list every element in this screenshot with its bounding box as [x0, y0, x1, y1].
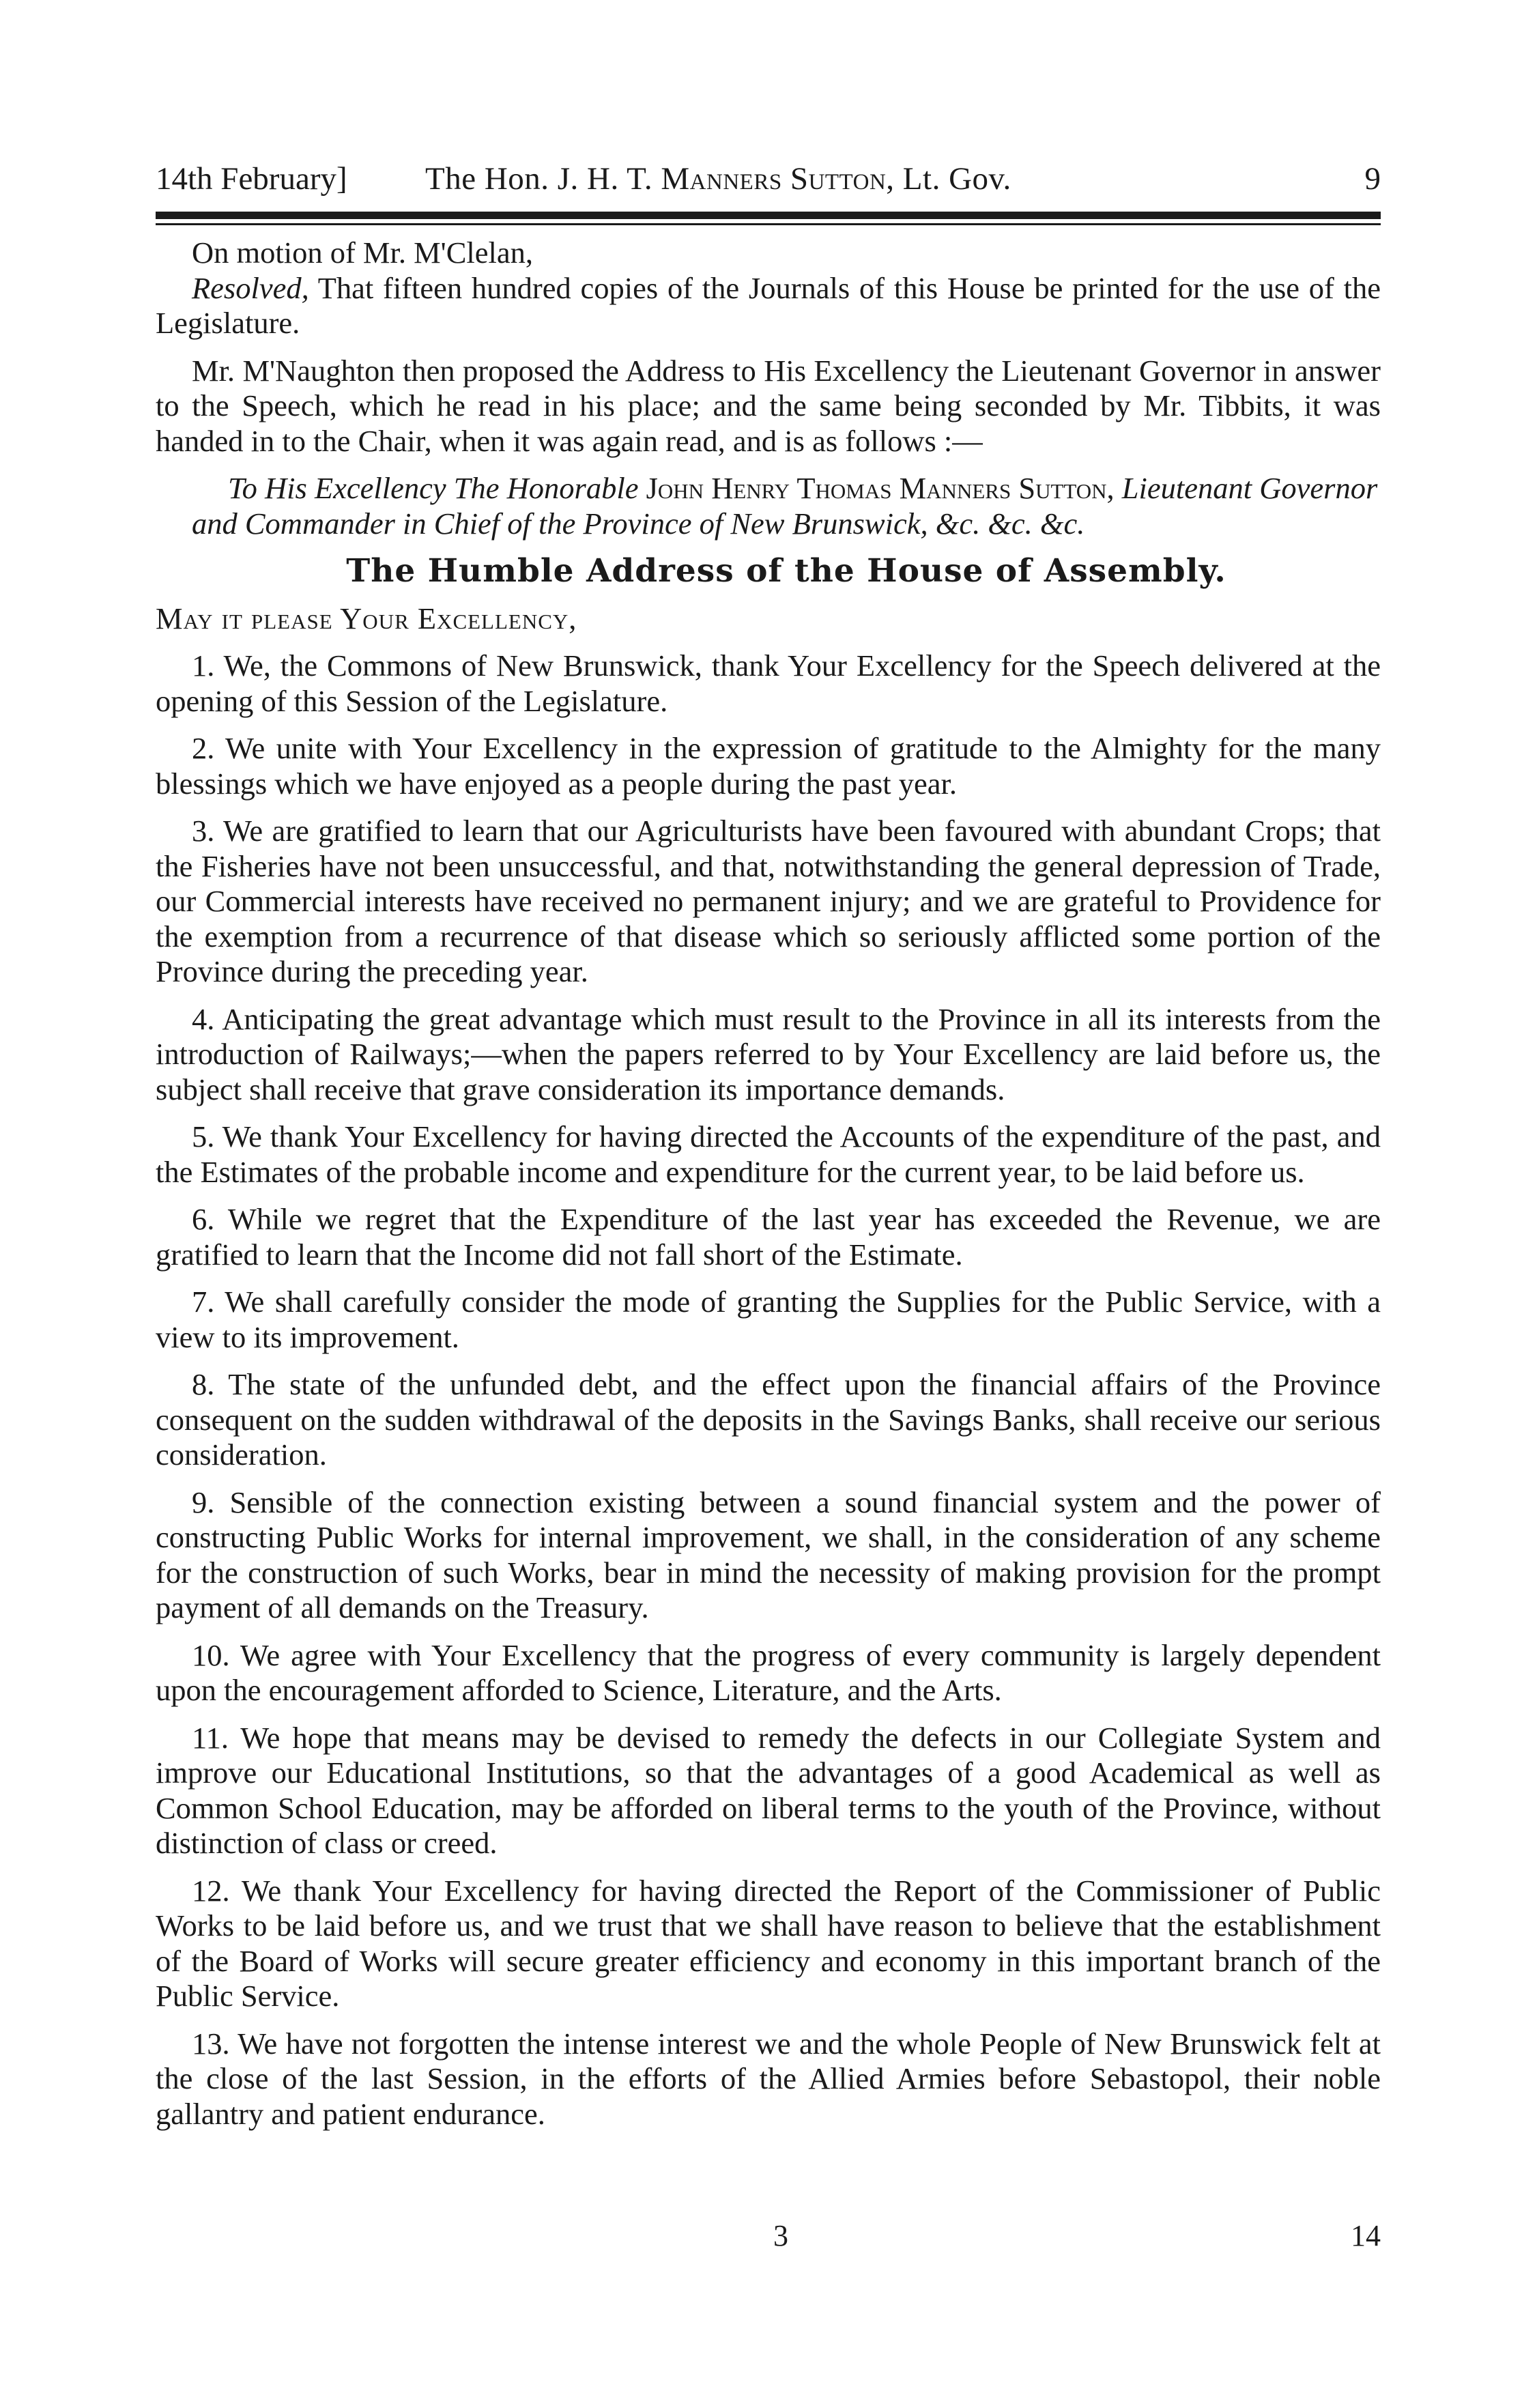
paragraph-10: 10. We agree with Your Excellency that the progress of every community is largely dependent upon the encouragement afforded to Science, Literature, and the Arts. — [156, 1637, 1381, 1707]
address-to-name: John Henry Thomas Manners Sutton, — [646, 471, 1115, 505]
header-rule-thick — [156, 212, 1381, 219]
page-body — [156, 235, 1381, 2144]
paragraph-3: 3. We are gratified to learn that our Agriculturists have been favoured with abundant Crops; that the Fisheries have not been unsuccessful, and that, notwithstanding the general depression of Trade, our Commercial interests have received no permanent injury; and we are grateful to Providence for the exemption from a recurrence of that disease which so seriously afflicted some portion of the Province during the preceding year. — [156, 814, 1381, 988]
paragraph-12: 12. We thank Your Excellency for having directed the Report of the Commissioner of Public Works to be laid before us, and we trust that we shall have reason to believe that the establishment of the Board of Works will secure greater efficiency and economy in this important branch of the Public Service. — [156, 1873, 1381, 2013]
resolved-label: Resolved, — [192, 270, 309, 305]
header-rule-thin — [156, 223, 1381, 225]
address-heading: The Humble Address of the House of Assembly. — [346, 552, 1226, 590]
resolution — [156, 271, 1381, 341]
header-title — [425, 158, 1011, 199]
paragraph-5: 5. We thank Your Excellency for having directed the Accounts of the expenditure of the past, and the Estimates of the probable income and expenditure for the current year, to be laid before us. — [156, 1119, 1381, 1189]
running-header — [156, 158, 1381, 199]
header-title-name: Manners Sutton, — [661, 161, 895, 197]
header-date: 14th February] — [156, 161, 347, 197]
address-intro: Mr. M'Naughton then proposed the Address to His Excellency the Lieutenant Governor in answer to the Speech, which he read in his place; and the same being seconded by Mr. Tibbits, it was handed in to the Chair, when it was again read, and is as follows :— — [156, 353, 1381, 458]
motion-line: On motion of Mr. M'Clelan, — [192, 235, 533, 270]
paragraph-8: 8. The state of the unfunded debt, and the effect upon the financial affairs of the Province consequent on the sudden withdrawal of the deposits in the Savings Banks, shall receive our serious consideration. — [156, 1367, 1381, 1472]
paragraph-9: 9. Sensible of the connection existing between a sound financial system and the power of constructing Public Works for internal improvement, we shall, in the consideration of any scheme for the construction of such Works, bear in mind the necessity of making provision for the prompt payment of all demands on the Treasury. — [156, 1485, 1381, 1624]
catchword: 14 — [1351, 2219, 1381, 2252]
paragraph-11: 11. We hope that means may be devised to remedy the defects in our Collegiate System and improve our Educational Institutions, so that the advantages of a good Academical as well as Common School Education, may be afforded on liberal terms to the youth of the Province, without distinction of class or creed. — [156, 1720, 1381, 1860]
page-footer — [156, 2218, 1381, 2259]
paragraph-13: 13. We have not forgotten the intense interest we and the whole People of New Brunswick felt at the close of the last Session, in the efforts of the Allied Armies before Sebastopol, their noble gallantry and patient endurance. — [156, 2026, 1381, 2131]
address-recipient — [156, 471, 1381, 541]
address-to-suffix: Lieutenant Governor and Commander in Chief of the Province of New Brunswick, &c. &c. &c. — [192, 471, 1378, 541]
address-to-prefix: To His Excellency The Honorable — [228, 471, 639, 505]
header-page-number: 9 — [1364, 161, 1381, 197]
signature-mark: 3 — [773, 2219, 788, 2252]
paragraph-2: 2. We unite with Your Excellency in the expression of gratitude to the Almighty for the many blessings which we have enjoyed as a people during the past year. — [156, 731, 1381, 801]
paragraph-7: 7. We shall carefully consider the mode of granting the Supplies for the Public Service, with a view to its improvement. — [156, 1285, 1381, 1354]
paragraph-6: 6. While we regret that the Expenditure of the last year has exceeded the Revenue, we are gratified to learn that the Income did not fall short of the Estimate. — [156, 1202, 1381, 1272]
salutation: May it please Your Excellency, — [156, 601, 577, 635]
paragraph-4: 4. Anticipating the great advantage which must result to the Province in all its interests from the introduction of Railways;—when the papers referred to by Your Excellency are laid before us, the subject shall receive that grave consideration its importance demands. — [156, 1001, 1381, 1106]
resolved-text: That fifteen hundred copies of the Journals of this House be printed for the use of the Legislature. — [156, 270, 1381, 340]
header-title-suffix: Lt. Gov. — [902, 161, 1011, 197]
paragraph-1: 1. We, the Commons of New Brunswick, thank Your Excellency for the Speech delivered at the opening of this Session of the Legislature. — [156, 648, 1381, 718]
header-title-prefix: The Hon. J. H. T. — [425, 161, 653, 197]
